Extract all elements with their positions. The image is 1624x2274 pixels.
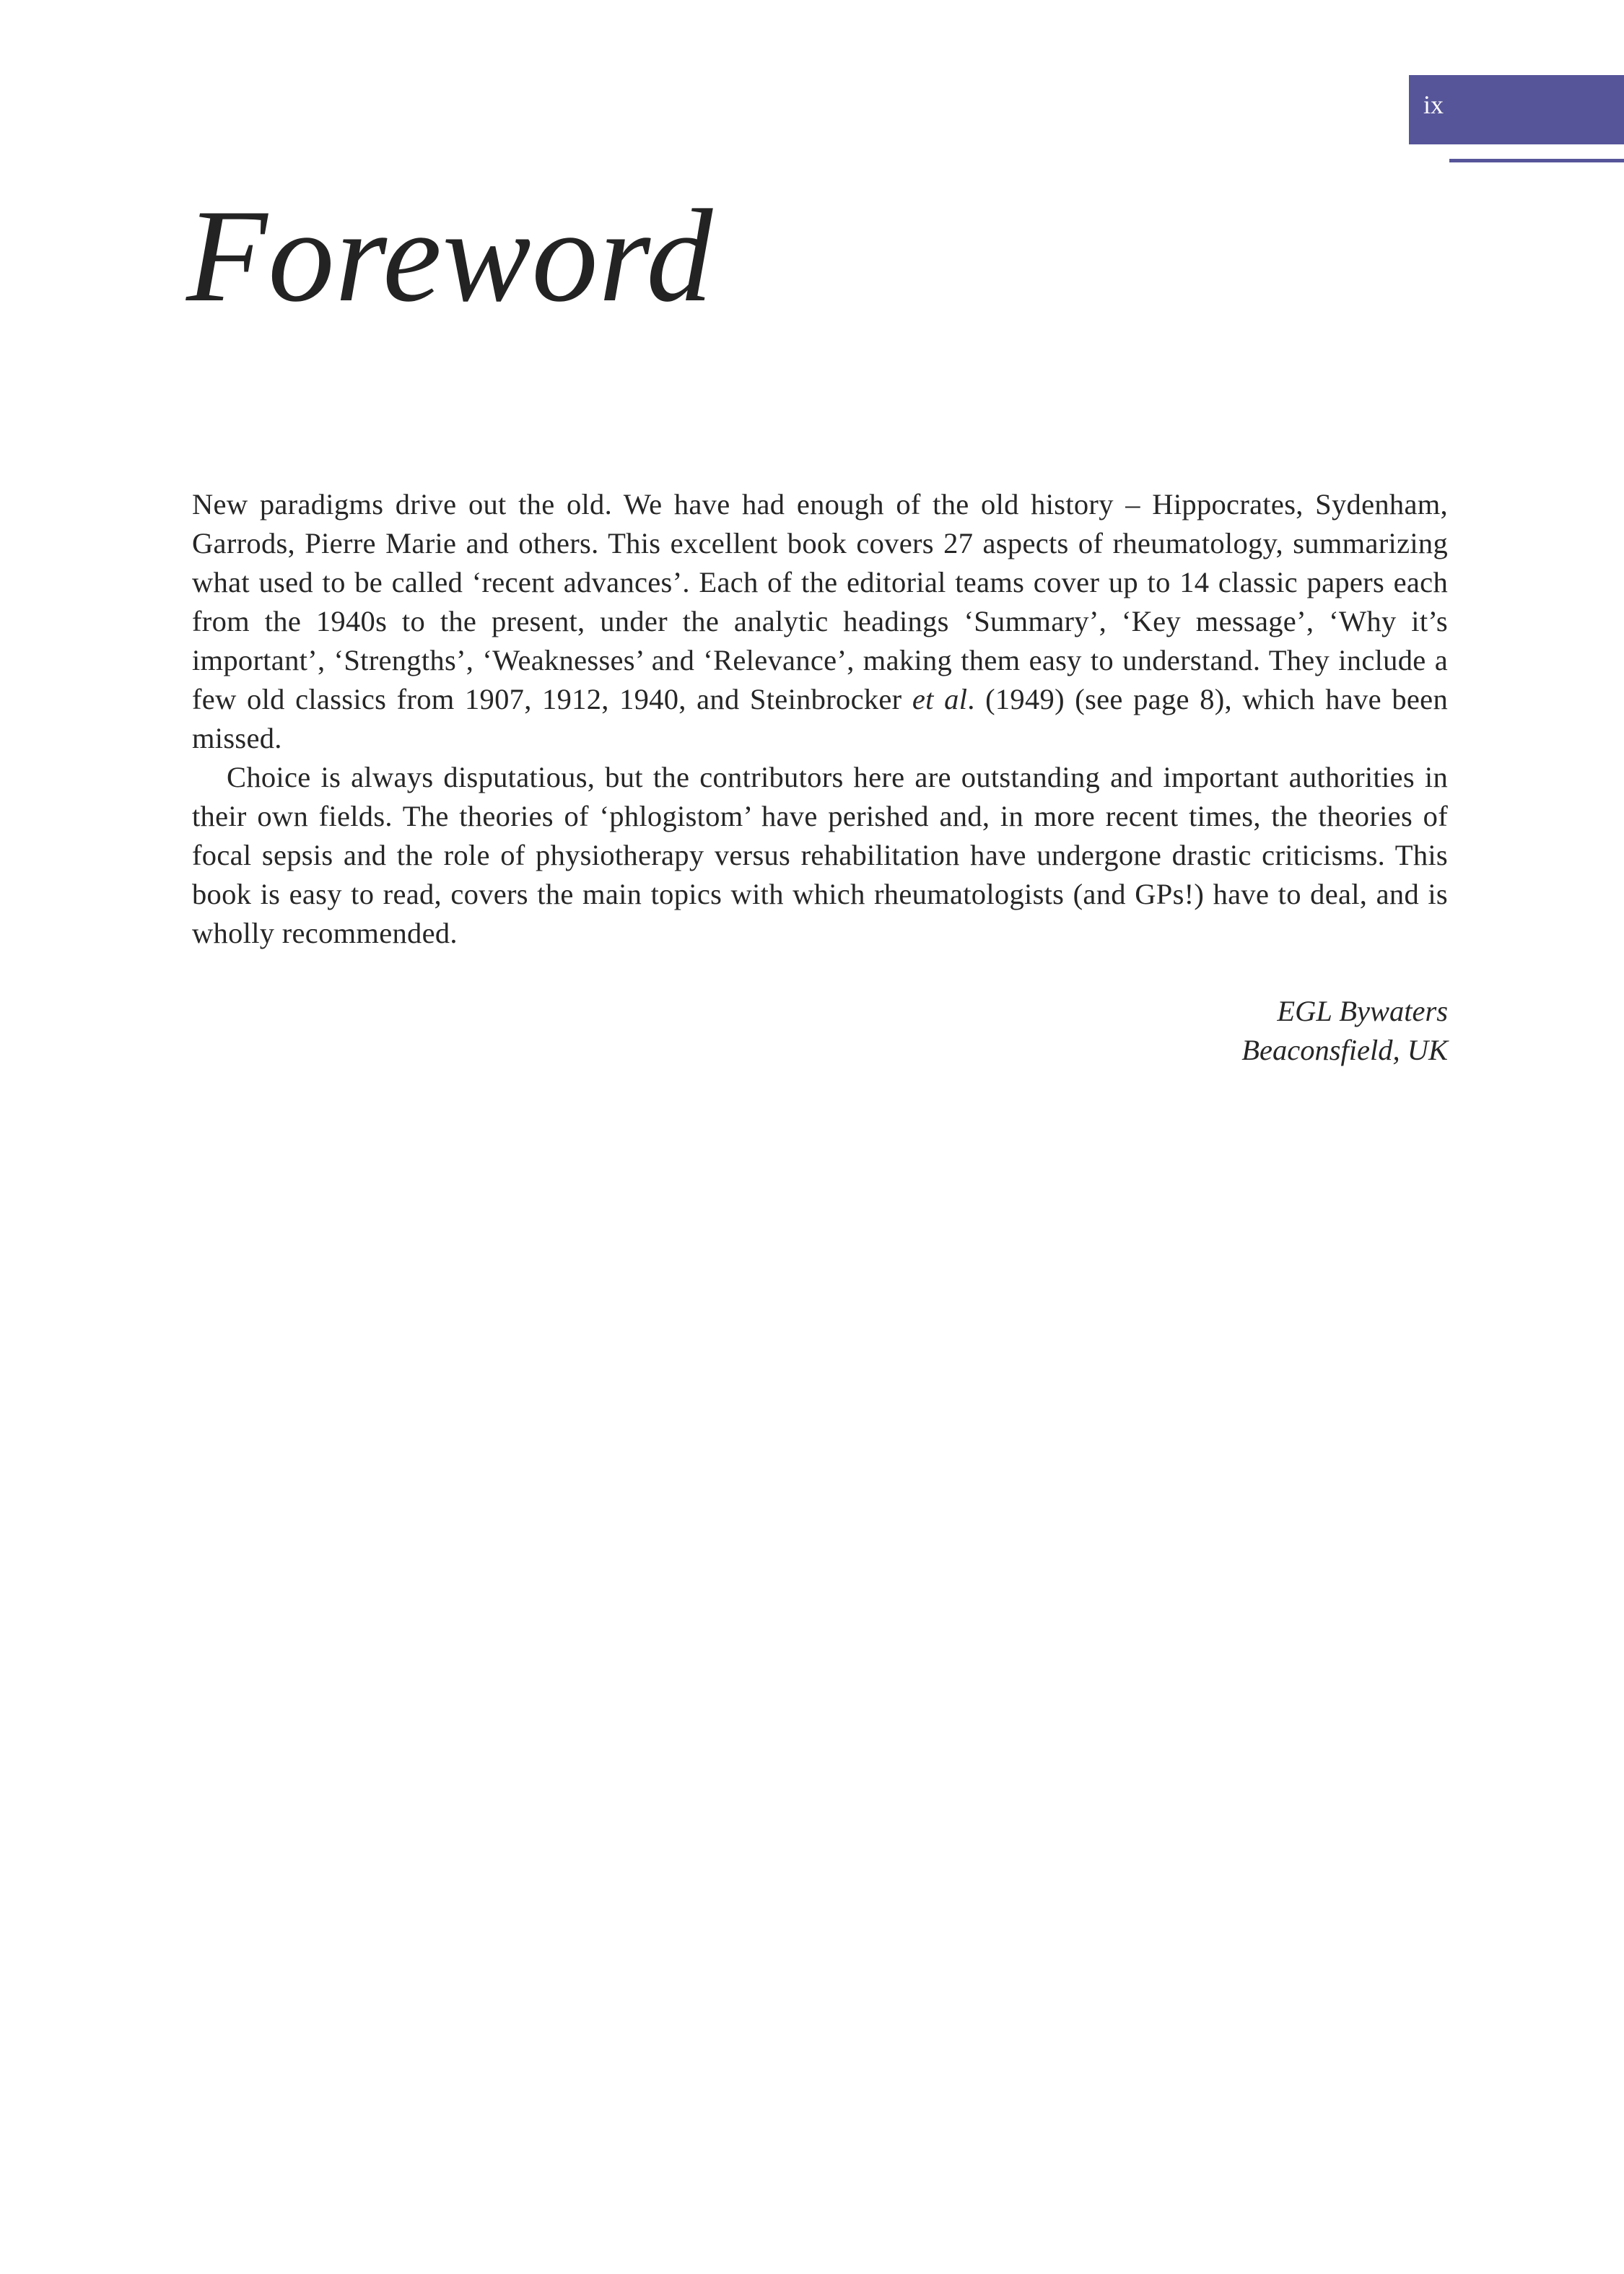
header-rule — [1449, 159, 1624, 162]
foreword-body — [192, 485, 1448, 953]
paragraph-1-text-b: . (1949) (see page 8), which have been missed. — [192, 683, 1448, 754]
paragraph-2: Choice is always disputatious, but the contributors here are outstanding and important authorities in their own fields. The theories of ‘phlogistom’ have perished and, in more recent times, the theories of focal sepsis and the role of physiotherapy versus rehabilitation have undergone drastic criticisms. This book is easy to read, covers the main topics with which rheumatologists (and GPs!) have to deal, and is wholly recommended. — [192, 761, 1448, 949]
paragraph-1-italic: et al — [912, 683, 968, 715]
page-title: Foreword — [186, 182, 714, 329]
signature-location: Beaconsfield, UK — [1241, 1034, 1448, 1066]
signature-block — [1241, 992, 1448, 1070]
signature-author: EGL Bywaters — [1277, 995, 1448, 1027]
paragraph-1 — [192, 485, 1448, 758]
page-number: ix — [1423, 90, 1444, 119]
page-number-tab — [1409, 75, 1624, 144]
paragraph-1-text-a: New paradigms drive out the old. We have had enough of the old history – Hippocrates, Sydenham, Garrods, Pierre Marie and others. This excellent book covers 27 aspects of rheumatology, summarizing what used to be called ‘recent advances’. Each of the editorial teams cover up to 14 classic papers each from the 1940s to the present, under the analytic headings ‘Summary’, ‘Key message’, ‘Why it’s important’, ‘Strengths’, ‘Weaknesses’ and ‘Relevance’, making them easy to understand. They include a few old classics from 1907, 1912, 1940, and Steinbrocker — [192, 488, 1448, 715]
